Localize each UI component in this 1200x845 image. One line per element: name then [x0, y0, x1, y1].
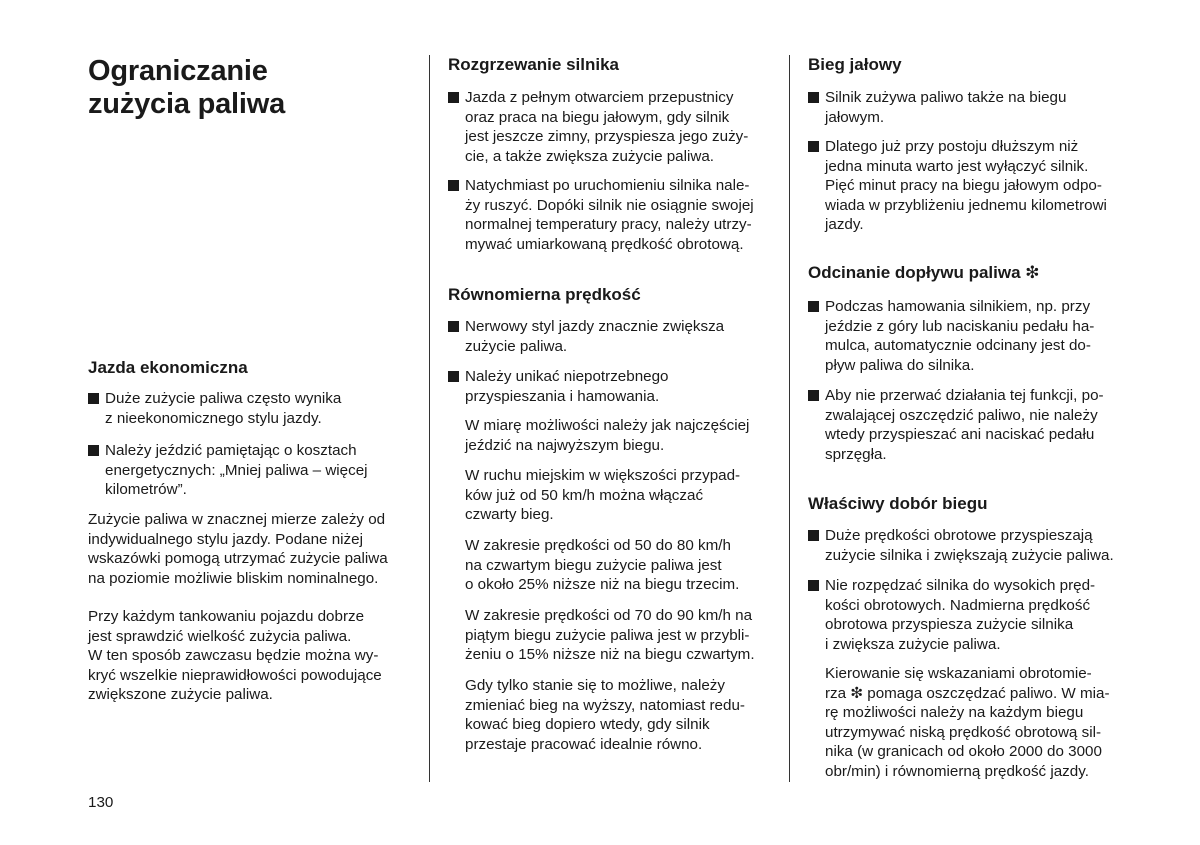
bullet-square-icon	[448, 321, 459, 332]
section-heading-bieg-jalowy: Bieg jałowy	[808, 55, 902, 74]
bullet-square-icon	[88, 445, 99, 456]
bullet-square-icon	[808, 301, 819, 312]
bullet-list	[448, 88, 778, 166]
bullet-item	[88, 441, 418, 500]
bullet-text: Duże prędkości obrotowe przyspieszają zużycie silnika i zwiększają zużycie paliwa.	[825, 527, 1114, 564]
bullet-text: Silnik zużywa paliwo także na biegu jałowym.	[825, 89, 1067, 126]
column-divider	[429, 55, 430, 782]
bullet-text: Nie rozpędzać silnika do wysokich pręd- kości obrotowych. Nadmierna prędkość obrotowa przyspiesza zużycie silnika i zwiększa zużycie paliwa.	[825, 577, 1096, 653]
paragraph: W zakresie prędkości od 50 do 80 km/h na czwartym biegu zużycie paliwa jest o około 25% niższe niż na biegu trzecim.	[465, 537, 740, 593]
paragraph: Przy każdym tankowaniu pojazdu dobrze jest sprawdzić wielkość zużycia paliwa. W ten sposób zawczasu będzie można wy- kryć wszelkie nieprawidłowości powodujące zwiększone zużycie paliwa.	[88, 608, 382, 703]
bullet-item	[808, 576, 1138, 654]
bullet-list	[808, 576, 1138, 654]
bullet-text: Jazda z pełnym otwarciem przepustnicy oraz praca na biegu jałowym, gdy silnik jest jeszcze zimny, przyspiesza jego zuży- cie, a także zwiększa zużycie paliwa.	[465, 89, 749, 165]
bullet-square-icon	[808, 141, 819, 152]
paragraph: W ruchu miejskim w większości przypad- ków już od 50 km/h można włączać czwarty bieg.	[465, 467, 741, 523]
bullet-text: Podczas hamowania silnikiem, np. przy jeździe z góry lub naciskaniu pedału ha- mulca, automatycznie odcinany jest do- pływ paliwa do silnika.	[825, 298, 1095, 374]
bullet-list	[808, 526, 1138, 565]
bullet-text: Należy jeździć pamiętając o kosztach energetycznych: „Mniej paliwa – więcej kilometrów”.	[105, 442, 368, 498]
section-heading-rozgrzewanie-silnika: Rozgrzewanie silnika	[448, 55, 619, 74]
bullet-list	[808, 88, 1138, 127]
bullet-text: Nerwowy styl jazdy znacznie zwiększa zużycie paliwa.	[465, 318, 725, 355]
bullet-item	[808, 526, 1138, 565]
bullet-square-icon	[808, 530, 819, 541]
bullet-list	[448, 367, 778, 406]
bullet-item	[808, 137, 1138, 235]
paragraph: Kierowanie się wskazaniami obrotomie- rza ❇ pomaga oszczędzać paliwo. W mia- rę możliwości należy na każdym biegu utrzymywać niską prędkość obrotową sil- nika (w granicach od około 2000 do 3000 obr/min) i równomierną prędkość jazdy.	[825, 665, 1110, 780]
bullet-item	[808, 88, 1138, 127]
bullet-item	[808, 386, 1138, 464]
bullet-list	[448, 317, 778, 356]
paragraph: Gdy tylko stanie się to możliwe, należy zmieniać bieg na wyższy, natomiast redu- kować bieg dopiero wtedy, gdy silnik przestaje pracować idealnie równo.	[465, 677, 745, 753]
column-divider	[789, 55, 790, 782]
paragraph: W zakresie prędkości od 70 do 90 km/h na piątym biegu zużycie paliwa jest w przybli- żeniu o 15% niższe niż na biegu czwartym.	[465, 607, 755, 663]
section-heading-wlasciwy-dobor-biegu: Właściwy dobór biegu	[808, 494, 988, 513]
bullet-list	[448, 176, 778, 254]
bullet-list	[88, 441, 418, 500]
bullet-square-icon	[808, 92, 819, 103]
bullet-square-icon	[448, 371, 459, 382]
bullet-item	[448, 317, 778, 356]
page-number: 130	[88, 794, 114, 811]
bullet-item	[448, 88, 778, 166]
bullet-square-icon	[808, 580, 819, 591]
bullet-item	[448, 176, 778, 254]
paragraph: Zużycie paliwa w znacznej mierze zależy od indywidualnego stylu jazdy. Podane niżej wskazówki pomogą utrzymać zużycie paliwa na poziomie możliwie bliskim nominalnego.	[88, 511, 388, 587]
page-title: Ograniczanie zużycia paliwa	[88, 55, 286, 120]
bullet-text: Natychmiast po uruchomieniu silnika nale- ży ruszyć. Dopóki silnik nie osiągnie swojej normalnej temperatury pracy, należy utrzy- mywać umiarkowaną prędkość obrotową.	[465, 177, 754, 253]
bullet-list	[808, 137, 1138, 235]
bullet-list	[808, 297, 1138, 375]
bullet-text: Duże zużycie paliwa często wynika z nieekonomicznego stylu jazdy.	[105, 390, 342, 427]
paragraph: W miarę możliwości należy jak najczęściej jeździć na najwyższym biegu.	[465, 417, 750, 454]
bullet-text: Dlatego już przy postoju dłuższym niż jedna minuta warto jest wyłączyć silnik. Pięć minut pracy na biegu jałowym odpo- wiada w przybliżeniu jednemu kilometrowi jazdy.	[825, 138, 1107, 233]
bullet-list	[88, 389, 418, 428]
section-heading-odcinanie-doplywu-paliwa: Odcinanie dopływu paliwa ❇	[808, 263, 1040, 282]
section-heading-jazda-ekonomiczna: Jazda ekonomiczna	[88, 358, 248, 377]
bullet-list	[808, 386, 1138, 464]
bullet-square-icon	[88, 393, 99, 404]
bullet-square-icon	[448, 180, 459, 191]
bullet-square-icon	[448, 92, 459, 103]
bullet-item	[448, 367, 778, 406]
bullet-item	[88, 389, 418, 428]
bullet-item	[808, 297, 1138, 375]
bullet-square-icon	[808, 390, 819, 401]
section-heading-rownomierna-predkosc: Równomierna prędkość	[448, 285, 641, 304]
bullet-text: Należy unikać niepotrzebnego przyspieszania i hamowania.	[465, 368, 669, 405]
bullet-text: Aby nie przerwać działania tej funkcji, po- zwalającej oszczędzić paliwo, nie należy wtedy przyspieszać ani naciskać pedału sprzęgła.	[825, 387, 1104, 463]
